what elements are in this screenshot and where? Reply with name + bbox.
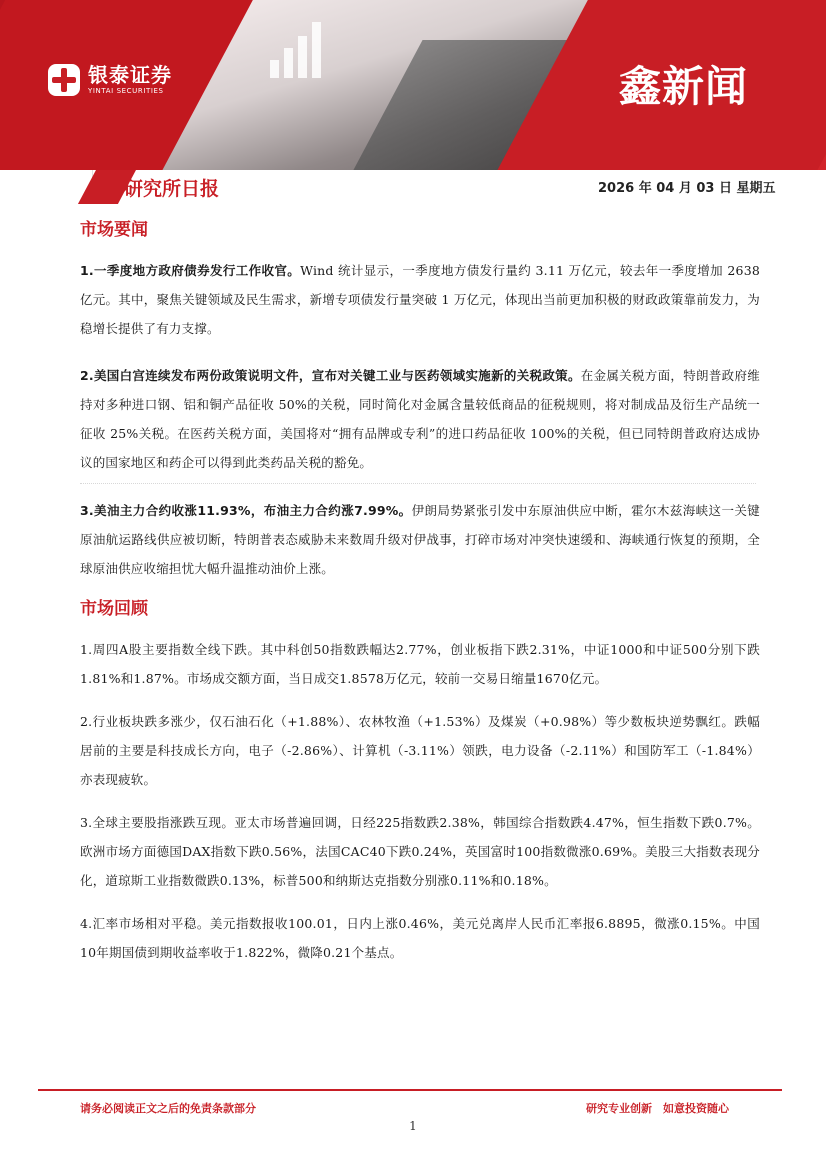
report-date: 2026 年 04 月 03 日 星期五 <box>598 181 776 196</box>
header-banner <box>0 0 826 170</box>
footer-disclaimer: 请务必阅读正文之后的免责条款部分 <box>80 1102 256 1115</box>
news-item-lead: 1.一季度地方政府债券发行工作收官。 <box>80 263 301 278</box>
company-logo <box>48 64 172 96</box>
news-item-body: Wind 统计显示，一季度地方债发行量约 3.11 万亿元，较去年一季度增加 2638 亿元。其中，聚焦关键领域及民生需求，新增专项债发行量突破 1 万亿元，体现出当前更加积极的财政政策靠前发力，为稳增长提供了有力支撑。 <box>80 263 760 336</box>
news-item <box>80 256 760 343</box>
news-item-body: 伊朗局势紧张引发中东原油供应中断，霍尔木兹海峡这一关键原油航运路线供应被切断，特朗普表态威胁未来数周升级对伊战事，打碎市场对冲突快速缓和、海峡通行恢复的预期，全球原油供应收缩担忧大幅升温推动油价上涨。 <box>80 503 760 576</box>
footer-slogan: 研究专业创新 如意投资随心 <box>586 1102 729 1115</box>
company-name-en: YINTAI SECURITIES <box>88 87 164 95</box>
section-title-market-news: 市场要闻 <box>80 220 148 240</box>
news-item-lead: 2.美国白宫连续发布两份政策说明文件，宣布对关键工业与医药领域实施新的关税政策。 <box>80 368 581 383</box>
report-content <box>80 216 760 967</box>
news-item-body: 在金属关税方面，特朗普政府维持对多种进口钢、铝和铜产品征收 50%的关税，同时简化对金属含量较低商品的征税规则，将对制成品及衍生产品统一征收 25%关税。在医药关税方面，美国将对“拥有品牌或专利”的进口药品征收 100%的关税，但已同特朗普政府达成协议的国家地区和药企可以得到此类药品关税的豁免。 <box>80 368 760 470</box>
section-title-market-review: 市场回顾 <box>80 599 148 619</box>
review-item: 3.全球主要股指涨跌互现。亚太市场普遍回调，日经225指数跌2.38%，韩国综合指数跌4.47%，恒生指数下跌0.7%。欧洲市场方面德国DAX指数下跌0.56%，法国CAC40下跌0.24%，英国富时100指数微涨0.69%。美股三大指数表现分化，道琼斯工业指数微跌0.13%，标普500和纳斯达克指数分别涨0.11%和0.18%。 <box>80 815 760 888</box>
news-item <box>80 361 760 477</box>
footer-divider <box>38 1089 782 1091</box>
news-item <box>80 496 760 583</box>
review-item: 1.周四A股主要指数全线下跌。其中科创50指数跌幅达2.77%，创业板指下跌2.31%，中证1000和中证500分别下跌1.81%和1.87%。市场成交额方面，当日成交1.8578万亿元，较前一交易日缩量1670亿元。 <box>80 642 760 686</box>
review-item: 2.行业板块跌多涨少，仅石油石化（+1.88%）、农林牧渔（+1.53%）及煤炭（+0.98%）等少数板块逆势飘红。跌幅居前的主要是科技成长方向，电子（-2.86%）、计算机（-3.11%）领跌，电力设备（-2.11%）和国防军工（-1.84%）亦表现疲软。 <box>80 714 760 787</box>
report-name: 研究所日报 <box>124 178 220 200</box>
page-number: 1 <box>409 1119 417 1133</box>
brand-title: 鑫新闻 <box>618 62 748 111</box>
logo-icon <box>48 64 80 96</box>
review-item: 4.汇率市场相对平稳。美元指数报收100.01，日内上涨0.46%，美元兑离岸人民币汇率报6.8895，微涨0.15%。中国10年期国债到期收益率收于1.822%，微降0.21个基点。 <box>80 916 760 960</box>
news-item-lead: 3.美油主力合约收涨11.93%，布油主力合约涨7.99%。 <box>80 503 412 518</box>
company-name-cn: 银泰证券 <box>88 63 172 87</box>
